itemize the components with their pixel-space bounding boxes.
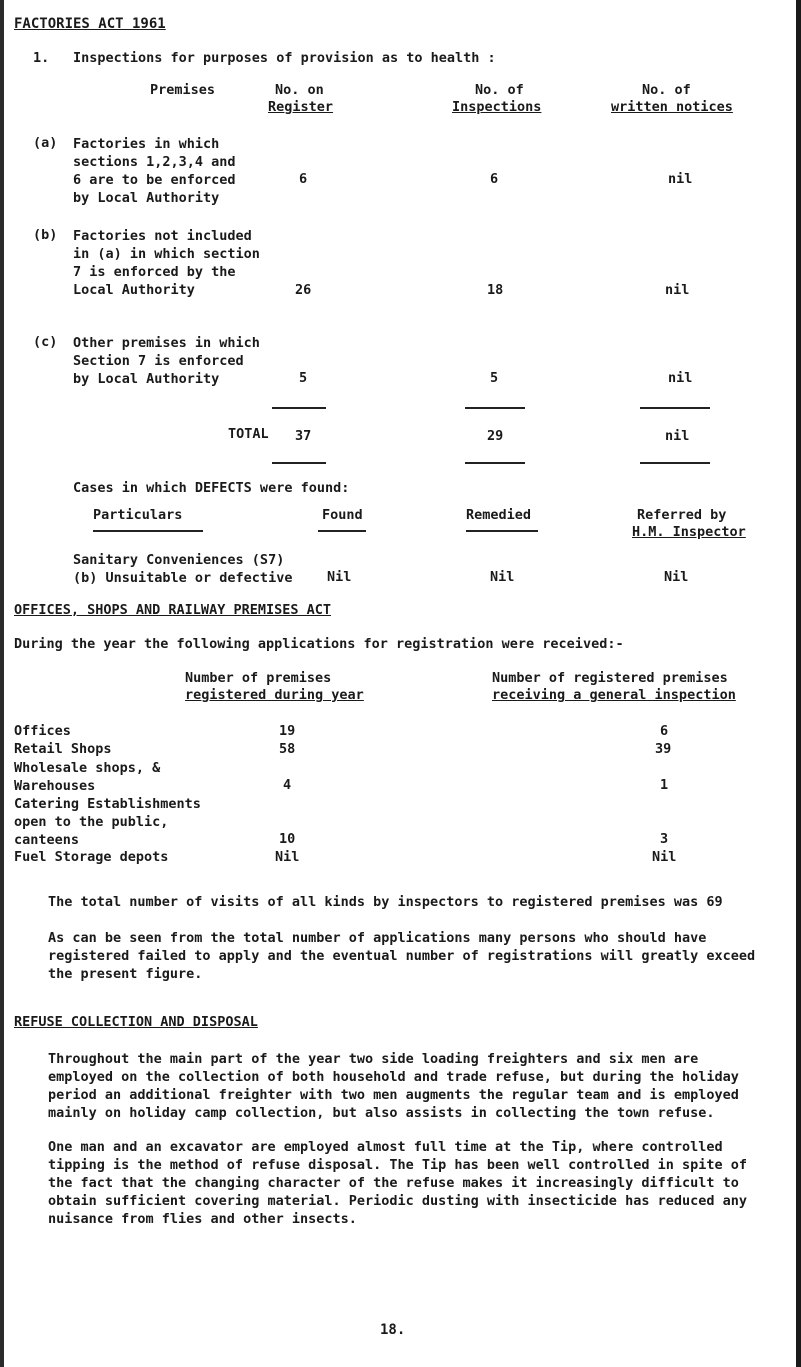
catering-row-inspected: 3	[660, 831, 669, 847]
offices-visits-paragraph: The total number of visits of all kinds by inspectors to registered premises was 69	[48, 894, 723, 910]
wholesale-row-registered: 4	[283, 777, 292, 793]
defects-row-line: (b) Unsuitable or defective	[73, 570, 293, 586]
offices-row-label: Offices	[14, 723, 71, 739]
row-a-premises	[73, 135, 236, 207]
row-c-notices: nil	[668, 370, 693, 386]
row-a-inspections: 6	[490, 171, 499, 187]
total-underline-register	[272, 462, 326, 464]
section-number: 1.	[33, 50, 50, 66]
total-rule-inspections	[465, 407, 525, 409]
row-b-line: Local Authority	[73, 282, 195, 298]
total-rule-register	[272, 407, 326, 409]
offices-registration-paragraph: As can be seen from the total number of applications many persons who should have registered failed to apply and the eventual number of registrations will greatly exceed the present figure.	[48, 930, 756, 982]
page-edge-right	[796, 0, 801, 1367]
row-b-inspections: 18	[487, 282, 504, 298]
row-b-line: in (a) in which section	[73, 246, 260, 262]
fuel-row-label: Fuel Storage depots	[14, 849, 169, 865]
col-notices-header-line1: No. of	[642, 82, 691, 98]
row-a-notices: nil	[668, 171, 693, 187]
col-inspections-header-line2: Inspections	[452, 99, 542, 115]
page-number: 18.	[380, 1322, 406, 1338]
document-title: FACTORIES ACT 1961	[14, 16, 166, 32]
row-a-label: (a)	[33, 135, 58, 151]
defects-row-particulars	[73, 551, 292, 587]
total-rule-notices	[640, 407, 710, 409]
col-premises-header: Premises	[150, 82, 216, 98]
defects-rule-particulars	[93, 530, 203, 532]
defects-remedied-value: Nil	[490, 569, 515, 585]
catering-row-line: open to the public,	[14, 814, 169, 830]
defects-referred-value: Nil	[664, 569, 689, 585]
offices-row-inspected: 6	[660, 723, 669, 739]
retail-row-inspected: 39	[655, 741, 672, 757]
retail-row-registered: 58	[279, 741, 296, 757]
row-b-line: Factories not included	[73, 228, 252, 244]
row-b-notices: nil	[665, 282, 690, 298]
defects-col-referred-line2: H.M. Inspector	[632, 524, 746, 540]
offices-section-title: OFFICES, SHOPS AND RAILWAY PREMISES ACT	[14, 602, 331, 618]
section-heading: Inspections for purposes of provision as to health :	[73, 50, 496, 66]
row-b-label: (b)	[33, 227, 58, 243]
col-register-header-line1: No. on	[275, 82, 324, 98]
row-c-register: 5	[299, 370, 308, 386]
row-a-line: by Local Authority	[73, 190, 220, 206]
wholesale-row-label	[14, 759, 160, 795]
catering-row-line: canteens	[14, 832, 80, 848]
defects-found-value: Nil	[327, 569, 352, 585]
catering-row-label	[14, 795, 201, 849]
fuel-row-inspected: Nil	[652, 849, 677, 865]
offices-col-registered-line1: Number of premises	[185, 670, 332, 686]
row-c-premises	[73, 334, 260, 388]
total-underline-inspections	[465, 462, 525, 464]
refuse-section-title: REFUSE COLLECTION AND DISPOSAL	[14, 1014, 258, 1030]
total-label: TOTAL	[228, 426, 269, 442]
row-b-premises	[73, 227, 260, 299]
defects-row-line: Sanitary Conveniences (S7)	[73, 552, 285, 568]
row-a-line: Factories in which	[73, 136, 220, 152]
defects-col-particulars: Particulars	[93, 507, 183, 523]
row-c-line: Other premises in which	[73, 335, 260, 351]
offices-col-registered-line2: registered during year	[185, 687, 364, 703]
col-notices-header-line2: written notices	[611, 99, 733, 115]
row-a-register: 6	[299, 171, 308, 187]
wholesale-row-line: Wholesale shops, &	[14, 760, 161, 776]
offices-intro: During the year the following applications for registration were received:-	[14, 636, 624, 652]
defects-heading: Cases in which DEFECTS were found:	[73, 480, 350, 496]
retail-row-label: Retail Shops	[14, 741, 112, 757]
row-c-inspections: 5	[490, 370, 499, 386]
fuel-row-registered: Nil	[275, 849, 300, 865]
offices-col-inspection-line2: receiving a general inspection	[492, 687, 736, 703]
defects-rule-remedied	[466, 530, 538, 532]
offices-row-registered: 19	[279, 723, 296, 739]
wholesale-row-inspected: 1	[660, 777, 669, 793]
row-c-line: Section 7 is enforced	[73, 353, 244, 369]
total-inspections: 29	[487, 428, 504, 444]
defects-rule-found	[318, 530, 366, 532]
col-inspections-header-line1: No. of	[475, 82, 524, 98]
defects-col-referred-line1: Referred by	[637, 507, 727, 523]
row-c-line: by Local Authority	[73, 371, 220, 387]
wholesale-row-line: Warehouses	[14, 778, 96, 794]
row-a-line: 6 are to be enforced	[73, 172, 236, 188]
offices-col-inspection-line1: Number of registered premises	[492, 670, 728, 686]
total-notices: nil	[665, 428, 690, 444]
catering-row-line: Catering Establishments	[14, 796, 201, 812]
refuse-tip-paragraph: One man and an excavator are employed almost full time at the Tip, where controlled tipping is the method of refuse disposal. The Tip has been well controlled in spite of the fact that the changing character of the refuse makes it increasingly difficult to obtain sufficient covering material. Periodic dusting with insecticide has reduced any nuisance from flies and other insects.	[48, 1139, 747, 1227]
col-register-header-line2: Register	[268, 99, 334, 115]
row-b-line: 7 is enforced by the	[73, 264, 236, 280]
row-a-line: sections 1,2,3,4 and	[73, 154, 236, 170]
total-register: 37	[295, 428, 312, 444]
defects-col-remedied: Remedied	[466, 507, 532, 523]
defects-col-found: Found	[322, 507, 363, 523]
total-underline-notices	[640, 462, 710, 464]
catering-row-registered: 10	[279, 831, 296, 847]
page-edge-left	[0, 0, 4, 1367]
row-b-register: 26	[295, 282, 312, 298]
refuse-collection-paragraph: Throughout the main part of the year two side loading freighters and six men are employed on the collection of both household and trade refuse, but during the holiday period an additional freighter with two men augments the regular team and is employed mainly on holiday camp collection, but also assists in collecting the town refuse.	[48, 1051, 739, 1121]
row-c-label: (c)	[33, 334, 58, 350]
